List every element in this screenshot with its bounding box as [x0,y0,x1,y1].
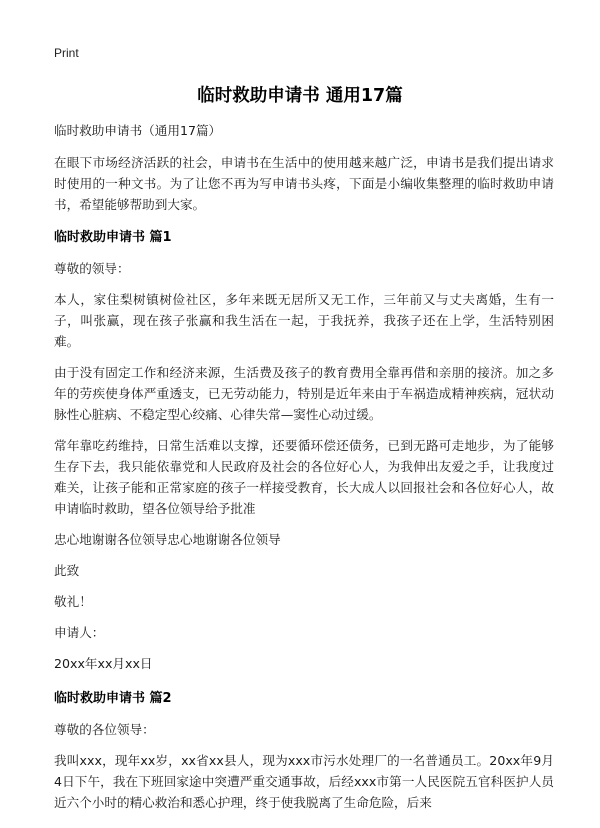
body-paragraph: 本人，家住梨树镇树俭社区，多年来既无居所又无工作，三年前又与丈夫离婚，生有一子，叫张赢，现在孩子张赢和我生活在一起，于我抚养，我孩子还在上学，生活特别困难。 [54,292,554,349]
body-paragraph: 我叫xxx，现年xx岁，xx省xx县人，现为xxx市污水处理厂的一名普通员工。20xx年9月4日下午，我在下班回家途中突遭严重交通事故，后经xxx市第一人民医院五官科医护人员近六个小时的精心救治和悉心护理，终于使我脱离了生命危险，后来 [54,753,554,810]
body-paragraph: 由于没有固定工作和经济来源，生活费及孩子的教育费用全靠再借和亲朋的接济。加之多年的劳疾使身体严重透支，已无劳动能力，特别是近年来由于车祸造成精神疾病，冠状动脉性心脏病、不稳定型心绞痛、心律失常—窦性心动过缓。 [54,365,554,422]
document-body [54,120,554,823]
page-title: 临时救助申请书 通用17篇 [197,86,403,106]
salutation: 尊敬的各位领导： [54,722,155,737]
date-line: 20xx年xx月xx日 [54,656,153,671]
document-subtitle: 临时救助申请书（通用17篇） [54,123,222,138]
section-heading: 临时救助申请书 篇2 [54,691,172,706]
intro-paragraph: 在眼下市场经济活跃的社会，申请书在生活中的使用越来越广泛，申请书是我们提出请求时使用的一种文书。为了让您不再为写申请书头疼，下面是小编收集整理的临时救助申请书，希望能够帮助到大家。 [54,155,554,212]
applicant-line: 申请人： [54,625,105,640]
salutation: 尊敬的领导： [54,261,130,276]
body-paragraph: 常年靠吃药维持，日常生活难以支撑，还要循环偿还债务，已到无路可走地步，为了能够生存下去，我只能依靠党和人民政府及社会的各位好心人，为我伸出友爱之手，让我度过难关，让孩子能和正常家庭的孩子一样接受教育，长大成人以回报社会和各位好心人，故申请临时救助，望各位领导给予批准 [54,438,554,516]
body-paragraph: 忠心地谢谢各位领导忠心地谢谢各位领导 [54,532,281,547]
print-link[interactable]: Print [54,46,79,60]
closing-line: 敬礼！ [54,594,92,609]
section-heading: 临时救助申请书 篇1 [54,230,172,245]
closing-line: 此致 [54,563,80,578]
